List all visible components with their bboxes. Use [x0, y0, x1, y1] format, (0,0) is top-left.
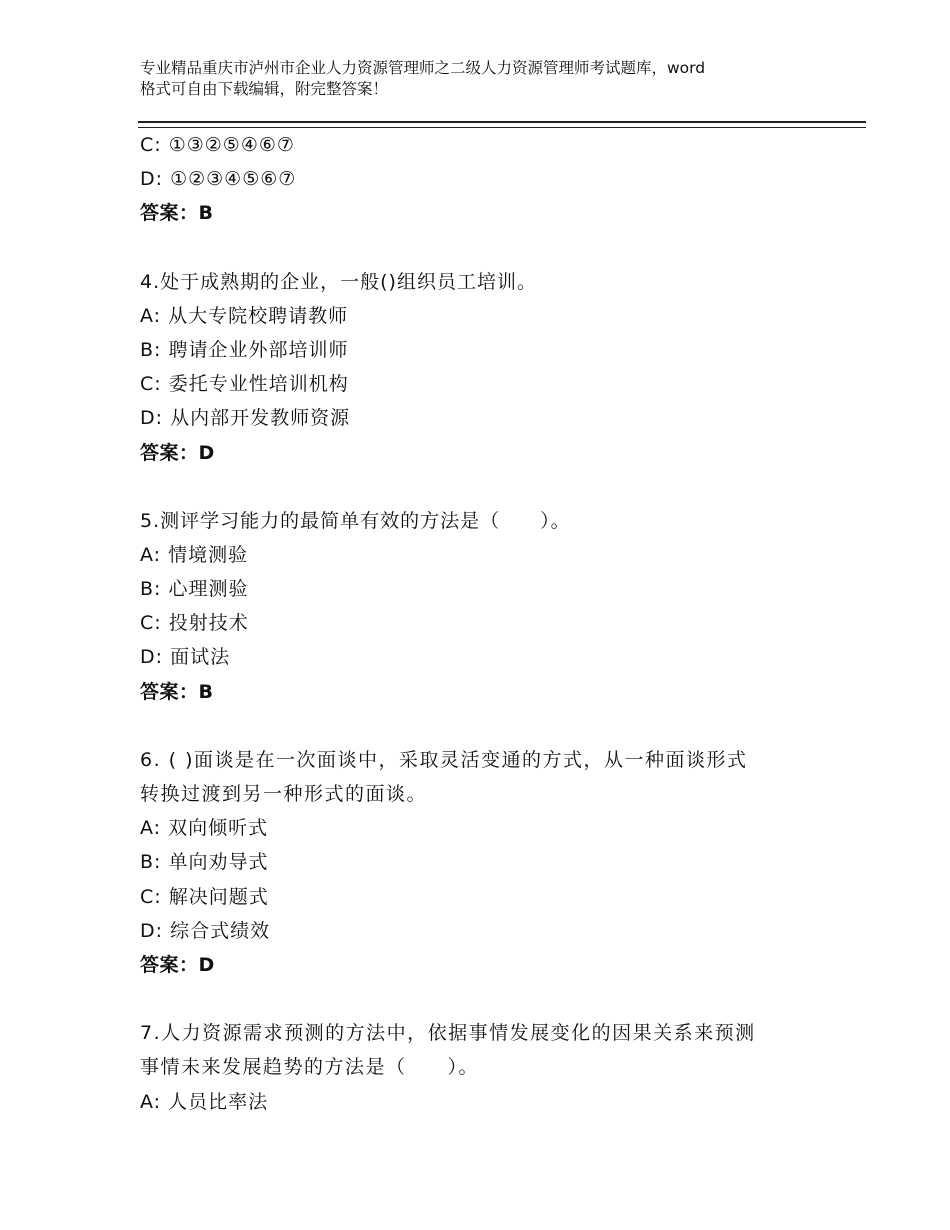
option-d: D: 面试法 [140, 646, 231, 669]
option-d: D: 综合式绩效 [140, 919, 271, 942]
header-title-line-1: 专业精品重庆市泸州市企业人力资源管理师之二级人力资源管理师考试题库，word [140, 59, 706, 77]
option-c: C: ①③②⑤④⑥⑦ [140, 134, 295, 156]
option-d: D: ①②③④⑤⑥⑦ [140, 168, 297, 191]
answer-label: 答案：B [140, 202, 214, 225]
option-c: C: 解决问题式 [140, 885, 269, 908]
option-a: A: 情境测验 [140, 543, 249, 566]
question-5 [140, 504, 840, 709]
question-6 [140, 743, 840, 982]
page-header [140, 58, 840, 100]
header-divider [138, 121, 866, 128]
answer-label: 答案：D [140, 441, 215, 464]
answer-label: 答案：B [140, 680, 214, 703]
question-7 [140, 1016, 840, 1119]
spacer [140, 231, 840, 265]
question-4 [140, 265, 840, 470]
option-a: A: 从大专院校聘请教师 [140, 304, 349, 327]
question-content [140, 128, 840, 1119]
spacer [140, 982, 840, 1016]
question-stem-line-2: 转换过渡到另一种形式的面谈。 [140, 783, 428, 805]
question-stem-line-2: 事情未来发展趋势的方法是（ ）。 [140, 1056, 480, 1079]
option-d: D: 从内部开发教师资源 [140, 407, 351, 430]
option-a: A: 人员比率法 [140, 1090, 269, 1113]
option-a: A: 双向倾听式 [140, 817, 269, 840]
question-3 [140, 128, 840, 231]
spacer [140, 709, 840, 743]
option-b: B: 单向劝导式 [140, 851, 269, 874]
spacer [140, 470, 840, 504]
option-c: C: 投射技术 [140, 612, 249, 635]
header-title-line-2: 格式可自由下载编辑，附完整答案！ [140, 80, 389, 98]
option-c: C: 委托专业性培训机构 [140, 373, 349, 396]
question-stem-line-1: 7.人力资源需求预测的方法中，依据事情发展变化的因果关系来预测 [140, 1022, 756, 1045]
question-stem: 5.测评学习能力的最简单有效的方法是（ ）。 [140, 509, 571, 532]
answer-label: 答案：D [140, 953, 215, 976]
option-b: B: 聘请企业外部培训师 [140, 338, 349, 361]
question-stem: 4.处于成熟期的企业，一般()组织员工培训。 [140, 270, 537, 293]
question-stem-line-1: 6. ( )面谈是在一次面谈中，采取灵活变通的方式，从一种面谈形式 [140, 748, 748, 771]
option-b: B: 心理测验 [140, 578, 249, 601]
